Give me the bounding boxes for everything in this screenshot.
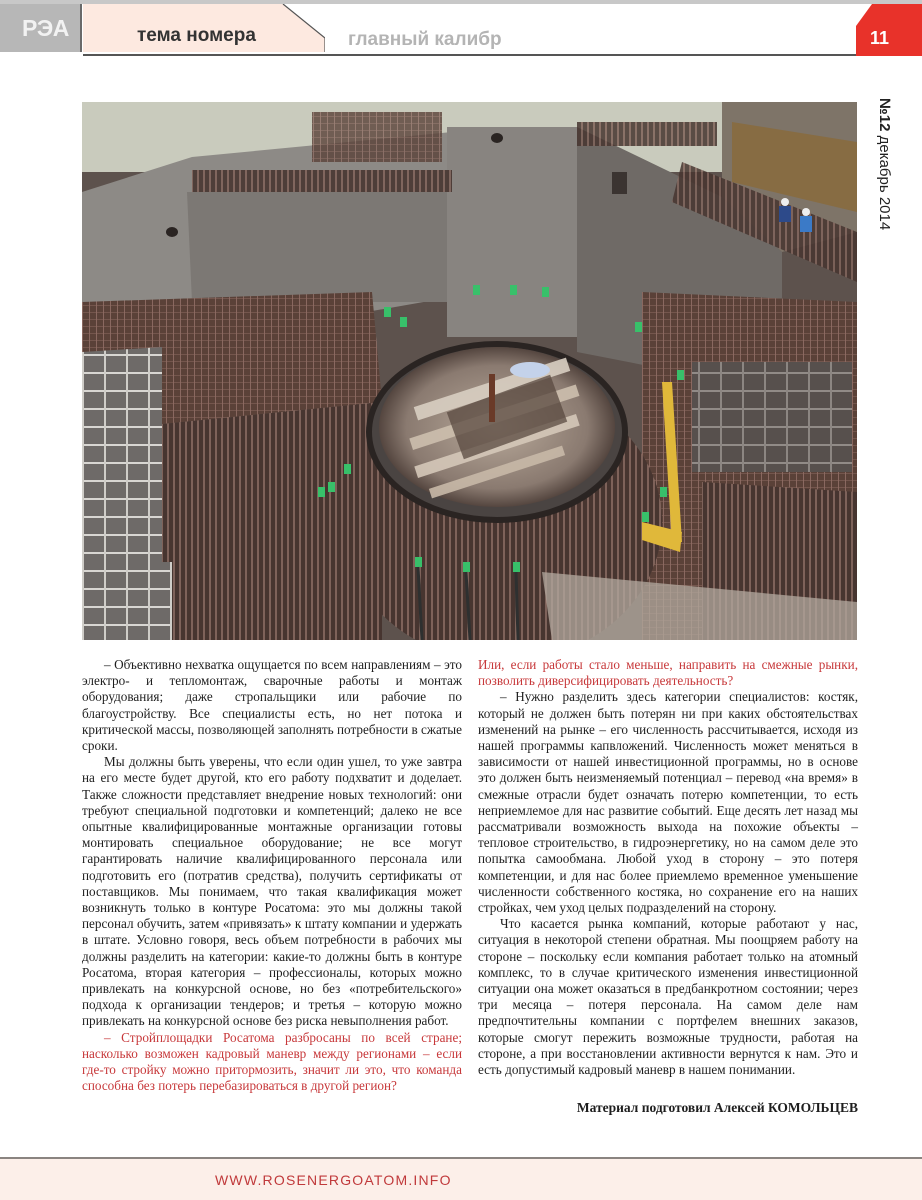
section-title: тема номера [137,25,256,46]
question-continuation: Или, если работы стало меньше, направить на смежные рынки, позволить диверсифицировать деятельность? [478,657,858,689]
article-column-left [82,657,462,1094]
answer-paragraph: Мы должны быть уверены, что если один ушел, то уже завтра на его месте будет другой, кто его работу подхватит и доделает. Также сложности представляет внедрение новых технологий: они требуют специальной подготовки и компетенций; далеко не все опытные квалифицированные монтажные организации готовы монтировать специальное оборудование; не все могут гарантировать наличие квалифицированного персонала или подготовить его (потратив средства), получить сертификаты от поставщиков. Мы понимаем, что такая квалификация может возникнуть только в контуре Росатома: это мы должны такой персонал обучить, затем «привязать» к штату компании и удержать в штате. Условно говоря, весь объем потребности в рабочих мы должны разделить на категории: какие-то должны быть в контуре Росатома, вторая категория – профессионалы, которых можно привлекать на конкурсной основе, но без «потребительского» подхода к организации тендеров; и третья – которую можно привлекать на конкурсной основе без риска невыполнения работ. [82,754,462,1029]
website-link[interactable]: WWW.ROSENERGOATOM.INFO [215,1172,452,1188]
issue-label [874,98,894,248]
header-rule [83,54,856,56]
article-column-right [478,657,858,1078]
answer-paragraph: – Объективно нехватка ощущается по всем направлениям – это электро- и тепломонтаж, сварочные работы и монтаж оборудования; даже стропальщики или рабочие по благоустройству. Все специалисты есть, но нет потока и критической массы, позволяющей заполнять потребности в сжатые сроки. [82,657,462,754]
answer-paragraph: – Нужно разделить здесь категории специалистов: костяк, который не должен быть потерян ни при каких обстоятельствах изменений на рынке – его численность рассчитывается, исходя из нашей программы капвложений. Численность может меняться в зависимости от нашей инвестиционной программы, но в основе это должен быть неизменяемый потенциал – перевод «на время» в смежные отрасли будет означать потерю компетенции, то есть неприемлемое для нас развитие событий. Еще десять лет назад мы рассматривали возможность выхода на похожие объекты – тепловое строительство, в гидроэнергетику, но на самом деле это попытка самообмана. Любой уход в сторону – это потеря компетенции, и для нас более приемлемо временное уменьшение численности собственного костяка, но сохранение его на наших стройках, чем уход целых подразделений на сторону. [478,689,858,916]
magazine-logo [0,4,82,52]
logo-text: РЭА [22,15,69,41]
subsection-title: главный калибр [348,29,502,50]
section-tab [83,4,325,52]
construction-photo [82,102,857,640]
question-paragraph: – Стройплощадки Росатома разбросаны по всей стране; насколько возможен кадровый маневр между регионами – если где-то стройку можно притормозить, значит ли это, что команда способна без потерь перебазироваться в другой регион? [82,1029,462,1094]
issue-date: декабрь 2014 [876,135,893,231]
answer-paragraph: Что касается рынка компаний, которые работают у нас, ситуация в некоторой степени обратная. Мы поощряем работу на стороне – поскольку если компания работает только на атомный комплекс, то в случае критического изменения инвестиционной ситуации она может оказаться в предбанкротном состоянии; через три месяца – потеря персонала. На самом деле нам предпочтительны компании с портфелем внешних заказов, которые смогут пережить возможные трудности, работая на стороне, а при восстановлении активности вернутся к нам. Это и есть допустимый кадровый маневр в нашем понимании. [478,916,858,1078]
page-header [0,4,922,52]
page-number: 11 [870,28,890,48]
author-credit: Материал подготовил Алексей КОМОЛЬЦЕВ [576,1100,858,1115]
reactor-construction-image [82,102,857,640]
page-number-tab [856,4,922,56]
issue-number: №12 [876,98,893,132]
page-footer [0,1159,922,1200]
